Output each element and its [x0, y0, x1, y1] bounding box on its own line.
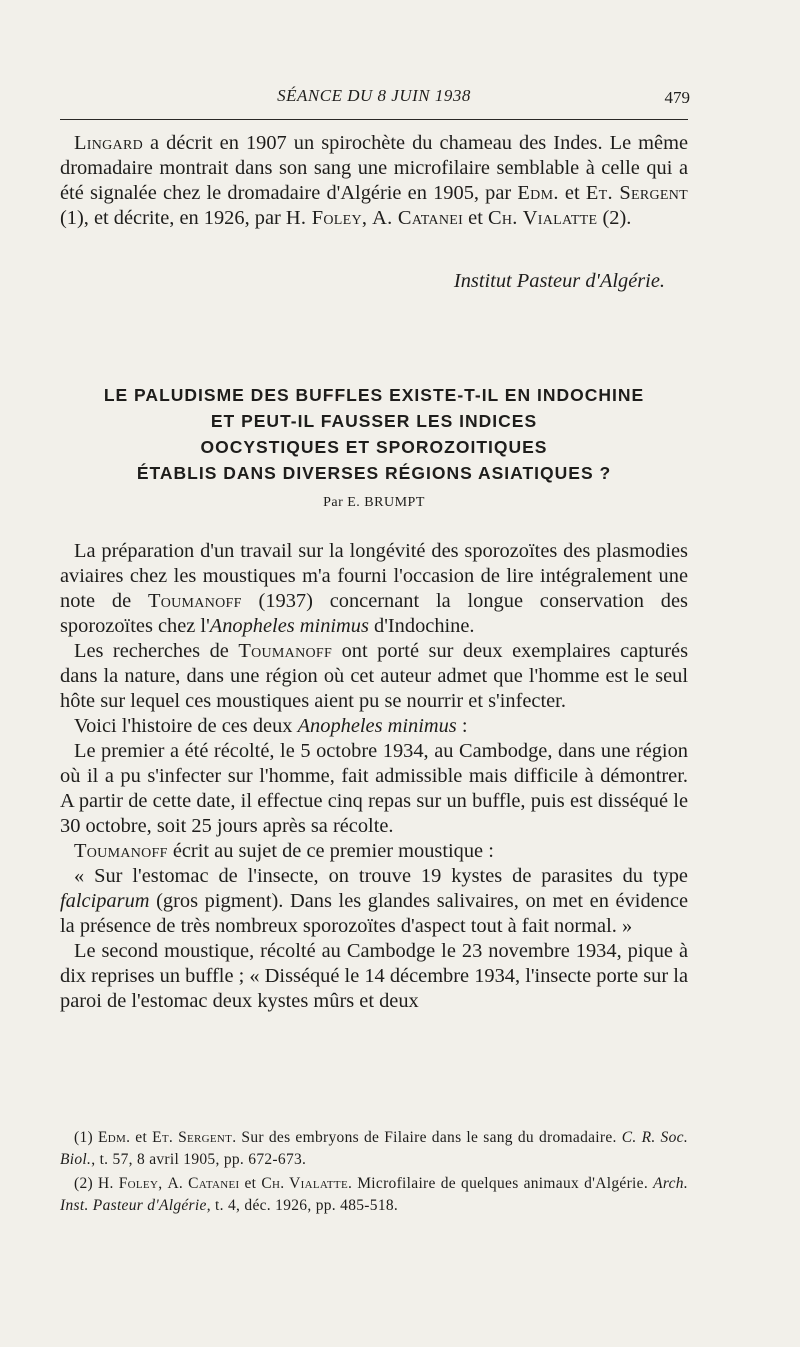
author-name: Ch. Vialatte — [261, 1175, 348, 1192]
author-name: H. Foley — [98, 1175, 159, 1192]
quotation-paragraph: « Sur l'estomac de l'insecte, on trouve 19 kystes de parasites du type falciparum (gros pigment). Dans les glandes salivaires, on met en évidence la présence de très nombreux sporozoïtes d'aspect tout à fait normal. » — [60, 865, 688, 937]
running-title: SÉANCE DU 8 JUIN 1938 — [277, 86, 471, 105]
paragraph: Voici l'histoire de ces deux Anopheles minimus : — [74, 715, 468, 737]
header-rule — [60, 119, 688, 120]
footnote: (2) H. Foley, A. Catanei et Ch. Vialatte. Microfilaire de quelques animaux d'Algérie. Arch. Inst. Pasteur d'Algérie, t. 4, déc. 1926, pp. 485-518. — [60, 1175, 688, 1214]
species-name: Anopheles minimus — [209, 615, 369, 637]
footnotes — [60, 1127, 688, 1219]
paragraph: Lingard a décrit en 1907 un spirochète du chameau des Indes. Le même dromadaire montrait dans son sang une microfilaire semblable à celle qui a été signalée chez le dromadaire d'Algérie en 1905, par Edm. et Et. Sergent (1), et décrite, en 1926, par H. Foley, A. Catanei et Ch. Vialatte (2). — [60, 132, 688, 229]
paragraph: La préparation d'un travail sur la longévité des sporozoïtes des plasmodies aviaires chez les moustiques m'a fourni l'occasion de lire intégralement une note de Toumanoff (1937) concernant la longue conservation des sporozoïtes chez l'Anopheles minimus d'Indochine. — [60, 540, 688, 637]
paragraph: Le premier a été récolté, le 5 octobre 1934, au Cambodge, dans une région où il a pu s'infecter sur l'homme, fait admissible mais difficile à démontrer. A partir de cette date, il effectue cinq repas sur un buffle, puis est disséqué le 30 octobre, soit 25 jours après sa récolte. — [60, 740, 688, 837]
author-name: Edm. — [98, 1129, 131, 1146]
running-header — [60, 86, 688, 114]
article-body — [60, 539, 688, 1014]
paragraph: Le second moustique, récolté au Cambodge le 23 novembre 1934, pique à dix reprises un buffle ; « Disséqué le 14 décembre 1934, l'insecte porte sur la paroi de l'estomac deux kystes mûrs et deux — [60, 940, 688, 1012]
paragraph: Toumanoff écrit au sujet de ce premier moustique : — [74, 840, 494, 862]
title-line: ET PEUT-IL FAUSSER LES INDICES — [210, 411, 538, 431]
institution-signature: Institut Pasteur d'Algérie. — [453, 270, 665, 292]
author-name: Et. Sergent — [152, 1129, 233, 1146]
page-number: 479 — [664, 88, 690, 107]
author-name: A. Catanei — [167, 1175, 240, 1192]
author-name: Et. Sergent — [585, 182, 688, 204]
journal-name: C. R. Soc. Biol. — [60, 1129, 688, 1168]
journal-name: Arch. Inst. Pasteur d'Algérie — [60, 1175, 688, 1214]
author-name: Lingard — [74, 132, 143, 154]
author-name: H. Foley — [285, 207, 362, 229]
author-name: Toumanoff — [238, 640, 333, 662]
author-name: Toumanoff — [147, 590, 242, 612]
parasite-type: falciparum — [60, 890, 150, 912]
author-name: A. Catanei — [372, 207, 464, 229]
paragraph: Les recherches de Toumanoff ont porté sur deux exemplaires capturés dans la nature, dans une région où cet auteur admet que l'homme est le seul hôte sur lequel ces moustiques aient pu se nourrir et s'infecter. — [60, 640, 688, 712]
author-name: Edm. — [517, 182, 559, 204]
article-title — [40, 382, 708, 486]
title-line: LE PALUDISME DES BUFFLES EXISTE-T-IL EN INDOCHINE — [103, 385, 645, 405]
title-line: ÉTABLIS DANS DIVERSES RÉGIONS ASIATIQUES ? — [136, 463, 612, 483]
previous-article-end — [60, 131, 688, 231]
title-line: OOCYSTIQUES ET SPOROZOITIQUES — [200, 437, 548, 457]
footnote: (1) Edm. et Et. Sergent. Sur des embryons de Filaire dans le sang du dromadaire. C. R. Soc. Biol., t. 57, 8 avril 1905, pp. 672-673. — [60, 1129, 688, 1168]
species-name: Anopheles minimus — [297, 715, 457, 737]
author-name: Ch. Vialatte — [487, 207, 598, 229]
byline: Par E. BRUMPT — [323, 495, 425, 510]
author-name: Toumanoff — [74, 840, 168, 862]
